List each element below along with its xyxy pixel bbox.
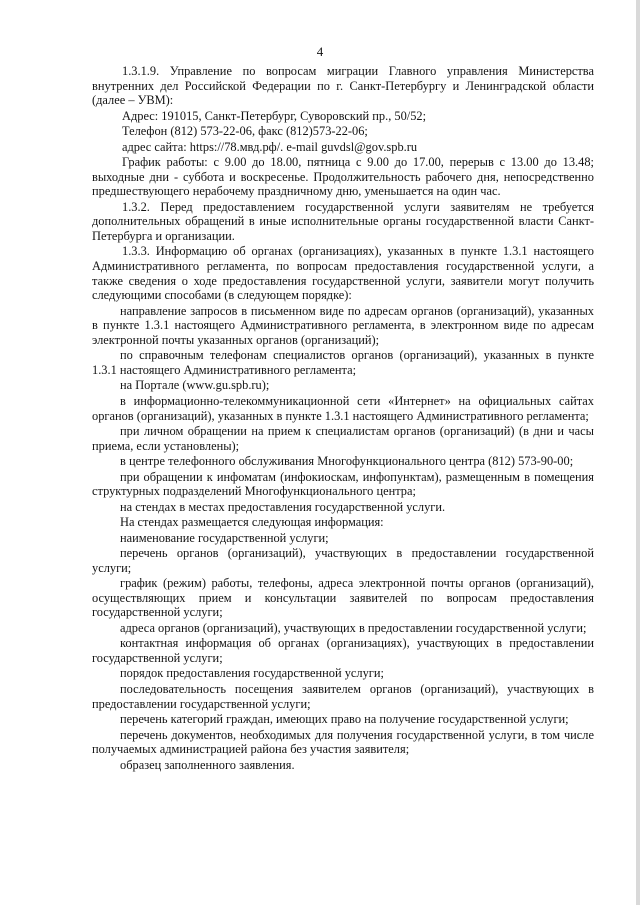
uvm-phone: Телефон (812) 573-22-06, факс (812)573-22-06;: [122, 124, 368, 139]
list-item: график (режим) работы, телефоны, адреса электронной почты органов (организаций), осуществляющих прием и консультации заявителей по вопросам предоставления государственной услуги;: [92, 576, 594, 620]
list-item: по справочным телефонам специалистов органов (организаций), указанных в пункте 1.3.1 настоящего Административного регламента;: [92, 348, 594, 377]
stand-info-heading: На стендах размещается следующая информация:: [120, 515, 384, 530]
list-item: в информационно-телекоммуникационной сети «Интернет» на официальных сайтах органов (организаций), указанных в пункте 1.3.1 настоящего Административного регламента;: [92, 393, 594, 423]
list-item: направление запросов в письменном виде по адресам органов (организаций), указанных в пункте 1.3.1 настоящего Административного регламента, в электронном виде по адресам электронной почты указанных органов (организаций);: [92, 303, 594, 347]
scan-edge: [636, 0, 640, 905]
uvm-address: Адрес: 191015, Санкт-Петербург, Суворовский пр., 50/52;: [122, 108, 427, 123]
paragraph-1-3-2: 1.3.2. Перед предоставлением государственной услуги заявителям не требуется дополнительных обращений в иные исполнительные органы государственной власти Санкт-Петербурга и организации.: [92, 199, 594, 243]
document-body: [92, 64, 594, 773]
list-item: при обращении к инфоматам (инфокиоскам, инфопунктам), размещенным в помещения структурных подразделений Многофункционального центра;: [92, 469, 594, 499]
list-item: перечень органов (организаций), участвующих в предоставлении государственной услуги;: [92, 546, 594, 575]
list-item: в центре телефонного обслуживания Многофункционального центра (812) 573-90-00;: [120, 454, 574, 469]
uvm-website: адрес сайта: https://78.мвд.рф/. e-mail guvdsl@gov.spb.ru: [122, 139, 418, 154]
paragraph-1-3-3: 1.3.3. Информацию об органах (организациях), указанных в пункте 1.3.1 настоящего Административного регламента, по вопросам предоставления государственной услуги, а также сведения о ходе предоставления государственной услуги, заявители могут получить следующими способами (в следующем порядке):: [92, 244, 594, 303]
list-item: на стендах в местах предоставления государственной услуги.: [120, 499, 446, 514]
list-item: контактная информация об органах (организациях), участвующих в предоставлении государственной услуги;: [92, 636, 594, 665]
page-number: 4: [316, 44, 324, 59]
list-item: наименование государственной услуги;: [120, 530, 329, 545]
list-item: порядок предоставления государственной услуги;: [120, 666, 384, 681]
uvm-schedule: График работы: с 9.00 до 18.00, пятница с 9.00 до 17.00, перерыв с 13.00 до 13.48; выходные дни - суббота и воскресенье. Продолжительность рабочего дня, непосредственно предшествующего нерабочему праздничному дню, уменьшается на один час.: [92, 155, 594, 199]
list-item: перечень документов, необходимых для получения государственной услуги, в том числе получаемых администрацией района без участия заявителя;: [92, 727, 594, 757]
paragraph-1-3-1-9: 1.3.1.9. Управление по вопросам миграции Главного управления Министерства внутренних дел Российской Федерации по г. Санкт-Петербургу и Ленинградской области (далее – УВМ):: [92, 64, 594, 108]
list-item: перечень категорий граждан, имеющих право на получение государственной услуги;: [120, 712, 569, 727]
list-item: при личном обращении на прием к специалистам органов (организаций) (в дни и часы приема, если установлены);: [92, 424, 594, 453]
list-item: последовательность посещения заявителем органов (организаций), участвующих в предоставлении государственной услуги;: [92, 681, 594, 711]
list-item: образец заполненного заявления.: [120, 757, 295, 772]
list-item: на Портале (www.gu.spb.ru);: [120, 378, 270, 393]
list-item: адреса органов (организаций), участвующих в предоставлении государственной услуги;: [120, 620, 587, 635]
